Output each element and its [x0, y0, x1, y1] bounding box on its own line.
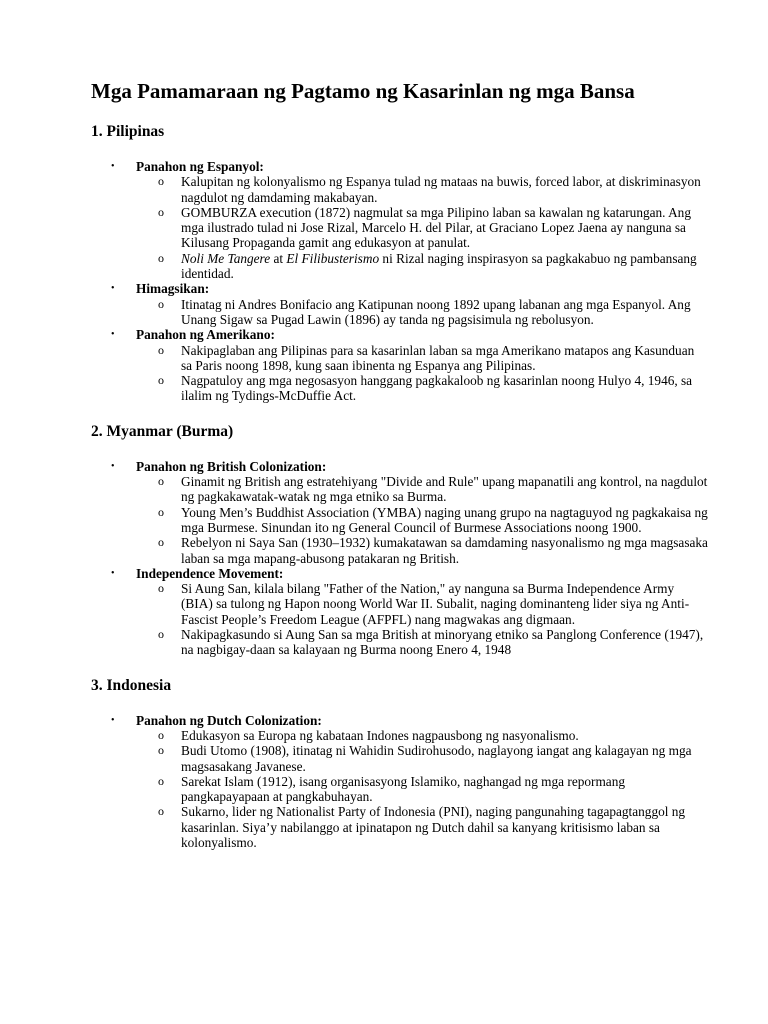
topic-label: Panahon ng British Colonization:	[136, 458, 327, 474]
sub-bullet-icon: o	[158, 773, 164, 788]
sub-bullet-icon: o	[158, 204, 164, 219]
topic-item	[91, 327, 708, 403]
point-text	[181, 474, 707, 504]
sub-bullet-icon: o	[158, 535, 164, 550]
text-segment: Si Aung San, kilala bilang "Father of the Nation," ay nanguna sa Burma Independence Army (BIA) sa tulong ng Hapon noong World War II. Subalit, naging dominanteng lider siya ng Anti-Fascist People’s Freedom League (AFPFL) nang magwakas ang digmaan.	[181, 581, 690, 627]
point-item	[136, 627, 708, 658]
point-item	[136, 774, 708, 805]
bullet-icon: •	[111, 567, 115, 579]
text-segment: Sukarno, lider ng Nationalist Party of Indonesia (PNI), naging pangunahing tagapagtanggol ng kasarinlan. Siya’y nabilanggo at ipinatapon ng Dutch dahil sa kanyang kritisismo laban sa kolonyalismo.	[181, 804, 686, 850]
text-segment: Young Men’s Buddhist Association (YMBA) naging unang grupo na nagtaguyod ng pagkakaisa ng mga Burmese. Sinundan ito ng General Council of Burmese Associations noong 1900.	[181, 504, 708, 535]
text-segment: Edukasyon sa Europa ng kabataan Indones nagpausbong ng nasyonalismo.	[181, 727, 579, 743]
topic-list	[91, 459, 708, 658]
sub-bullet-icon: o	[158, 373, 164, 388]
point-item	[136, 474, 708, 505]
text-segment: at	[270, 250, 287, 266]
point-list	[136, 474, 708, 566]
text-segment: Kalupitan ng kolonyalismo ng Espanya tulad ng mataas na buwis, forced labor, at diskriminasyon nagdulot ng damdaming makabayan.	[181, 174, 701, 205]
sub-bullet-icon: o	[158, 581, 164, 596]
sub-bullet-icon: o	[158, 504, 164, 519]
sub-bullet-icon: o	[158, 296, 164, 311]
text-segment: Sarekat Islam (1912), isang organisasyong Islamiko, naghangad ng mga repormang pangkapayapaan at pangkabuhayan.	[181, 773, 625, 805]
point-item	[136, 505, 708, 536]
sub-bullet-icon: o	[158, 174, 164, 189]
topic-item	[91, 159, 708, 281]
section-heading: 2. Myanmar (Burma)	[91, 422, 234, 440]
topic-item	[91, 281, 708, 327]
point-item	[136, 581, 708, 627]
point-list	[136, 297, 708, 328]
point-text	[181, 581, 689, 627]
sub-bullet-icon: o	[158, 727, 164, 742]
bullet-icon: •	[111, 283, 115, 295]
point-item	[136, 343, 708, 374]
text-segment: Nakipagkasundo si Aung San sa mga British at minoryang etniko sa Panglong Conference (1947), na nagbigay-daan sa kalayaan ng Burma noong Enero 4, 1948	[181, 627, 704, 658]
sub-bullet-icon: o	[158, 342, 164, 357]
point-text	[181, 774, 625, 804]
topic-item	[91, 459, 708, 566]
point-item	[136, 535, 708, 566]
point-text	[181, 728, 579, 743]
point-text	[181, 505, 708, 535]
sub-bullet-icon: o	[158, 743, 164, 758]
point-item	[136, 251, 708, 282]
sub-bullet-icon: o	[158, 627, 164, 642]
topic-item	[91, 713, 708, 851]
topic-label: Panahon ng Dutch Colonization:	[136, 712, 322, 728]
document-title: Mga Pamamaraan ng Pagtamo ng Kasarinlan ng mga Bansa	[91, 79, 635, 103]
point-text	[181, 174, 701, 204]
text-segment: ni Rizal naging inspirasyon sa pagkakabuo ng pambansang identidad.	[181, 250, 697, 282]
point-item	[136, 373, 708, 404]
point-item	[136, 804, 708, 850]
point-item	[136, 743, 708, 774]
bullet-icon: •	[111, 714, 115, 726]
topic-list	[91, 159, 708, 404]
topic-label: Panahon ng Amerikano:	[136, 327, 275, 343]
point-text	[181, 297, 691, 327]
sections-container	[91, 122, 708, 850]
section-heading: 3. Indonesia	[91, 676, 172, 694]
bullet-icon: •	[111, 329, 115, 341]
text-segment: Rebelyon ni Saya San (1930–1932) kumakatawan sa damdaming nasyonalismo ng mga magsasaka laban sa mga mapang-abusong patakaran ng British.	[181, 535, 708, 566]
point-list	[136, 174, 708, 281]
section-heading: 1. Pilipinas	[91, 123, 165, 140]
point-text	[181, 804, 685, 850]
point-text	[181, 535, 708, 565]
point-item	[136, 297, 708, 328]
bullet-icon: •	[111, 460, 115, 472]
point-text	[181, 205, 691, 251]
point-text	[181, 251, 697, 281]
point-list	[136, 728, 708, 850]
text-segment: Nagpatuloy ang mga negosasyon hanggang pagkakaloob ng kasarinlan noong Hulyo 4, 1946, sa ilalim ng Tydings-McDuffie Act.	[181, 373, 693, 404]
topic-list	[91, 713, 708, 851]
text-segment: Itinatag ni Andres Bonifacio ang Katipunan noong 1892 upang labanan ang mga Espanyol. Ang Unang Sigaw sa Pugad Lawin (1896) ay tanda ng pagsisimula ng rebolusyon.	[181, 296, 691, 327]
topic-item	[91, 566, 708, 658]
book-title: Noli Me Tangere	[181, 250, 271, 266]
point-item	[136, 728, 708, 743]
text-segment: GOMBURZA execution (1872) nagmulat sa mga Pilipino laban sa kawalan ng katarungan. Ang mga ilustrado tulad ni Jose Rizal, Marcelo H. del Pilar, at Graciano Lopez Jaena ay nanguna sa Kilusang Propaganda gamit ang edukasyon at panulat.	[181, 204, 691, 251]
bullet-icon: •	[111, 161, 115, 172]
text-segment: Nakipaglaban ang Pilipinas para sa kasarinlan laban sa mga Amerikano matapos ang Kasunduan sa Paris noong 1898, kung saan ibinenta ng Espanya ang Pilipinas.	[181, 342, 695, 373]
sub-bullet-icon: o	[158, 804, 164, 819]
topic-label: Independence Movement:	[136, 565, 284, 581]
point-text	[181, 743, 692, 773]
topic-label: Panahon ng Espanyol:	[136, 159, 264, 174]
point-text	[181, 627, 703, 657]
text-segment: Budi Utomo (1908), itinatag ni Wahidin Sudirohusodo, naglayong iangat ang kalagayan ng mga magsasakang Javanese.	[181, 743, 692, 774]
sub-bullet-icon: o	[158, 250, 164, 265]
text-segment: Ginamit ng British ang estratehiyang "Divide and Rule" upang mapanatili ang kontrol, na nagdulot ng pagkakawatak-watak ng mga etniko sa Burma.	[181, 474, 708, 505]
point-item	[136, 205, 708, 251]
point-item	[136, 174, 708, 205]
topic-label: Himagsikan:	[136, 281, 210, 297]
book-title: El Filibusterismo	[286, 250, 380, 266]
point-text	[181, 373, 692, 403]
point-list	[136, 343, 708, 404]
point-text	[181, 343, 694, 373]
sub-bullet-icon: o	[158, 474, 164, 489]
point-list	[136, 581, 708, 657]
